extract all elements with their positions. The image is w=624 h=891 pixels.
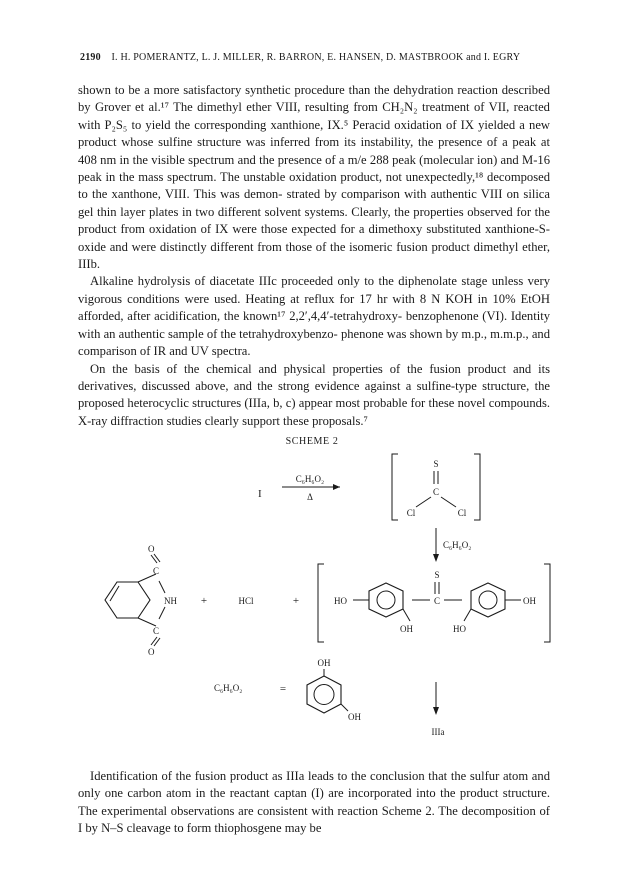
reagent-label: C₆H₆O₂ — [443, 540, 472, 550]
plus-sign: + — [200, 595, 208, 607]
carbonyl-oxygen: O — [148, 647, 155, 657]
reactant-label: I — [258, 488, 262, 500]
equals-sign: = — [279, 683, 287, 695]
reaction-scheme — [0, 450, 624, 760]
paragraph: Alkaline hydrolysis of diacetate IIIc proceeded only to the diphenolate stage unless very vigorous conditions were used. Heating at reflux for 17 hr with 8 N KOH in 10% EtOH afforded, after acidification, the known¹⁷ 2,2′,4,4′-tetrahydroxy- benzophenone (VI). Identity with an authentic sample of the tetrahydroxybenzo- phenone was shown by m.p., m.m.p., and comparison of IR and UV spectra. — [78, 274, 551, 359]
bracket-right — [474, 454, 480, 520]
heat-symbol: Δ — [307, 492, 313, 502]
single-bond — [341, 704, 348, 711]
hydroxyl-label: HO — [334, 596, 347, 606]
thione-sulfur: S — [434, 570, 440, 580]
carbonyl-oxygen: O — [148, 544, 155, 554]
product-label: IIIa — [431, 727, 445, 737]
single-bond — [441, 497, 456, 507]
arrow-head-icon — [333, 484, 340, 490]
carbonyl-carbon: C — [153, 626, 160, 636]
benzene-ring-right — [471, 583, 505, 617]
hydroxyl-label: OH — [317, 658, 331, 668]
hydroxyl-label: OH — [348, 712, 361, 722]
chlorine-label: Cl — [457, 508, 467, 518]
benzene-ring-left — [369, 583, 403, 617]
hydroxyl-label: HO — [453, 624, 466, 634]
chlorine-label: Cl — [406, 508, 416, 518]
scheme-title: SCHEME 2 — [285, 436, 339, 447]
body-text-bottom — [78, 768, 550, 838]
reagent-label: C₆H₆O₂ — [295, 474, 325, 484]
thiophosgene-sulfur: S — [433, 459, 439, 469]
hydroxyl-label: OH — [523, 596, 536, 606]
carbonyl-carbon: C — [153, 566, 160, 576]
running-head — [80, 52, 550, 63]
arrow-head-icon — [433, 554, 439, 562]
author-list: I. H. POMERANTZ, L. J. MILLER, R. BARRON, E. HANSEN, D. MASTBROOK and I. EGRY — [111, 52, 521, 63]
single-bond — [403, 609, 410, 621]
bracket-right — [544, 564, 550, 642]
single-bond — [464, 609, 471, 621]
thione-carbon: C — [433, 596, 441, 606]
arrow-head-icon — [433, 707, 439, 715]
paragraph: On the basis of the chemical and physical properties of the fusion product and its derivatives, discussed above, and the strong evidence against a sulfine-type structure, the proposed heterocyclic structures (IIIa, b, c) appear most probable for these novel compounds. X-ray diffraction studies clearly support these proposals.⁷ — [78, 361, 550, 428]
resorcinol-ring — [307, 676, 341, 713]
hydroxyl-label: OH — [400, 624, 413, 634]
thiophosgene-carbon: C — [432, 487, 440, 497]
bracket-left — [318, 564, 324, 642]
paragraph: shown to be a more satisfactory synthetic procedure than the dehydration reaction described by Grover et al.¹⁷ The dimethyl ether VIII, resulting from CH₂N₂ treatment of VII, reacted with P₂S₅ to yield the corresponding xanthione, IX.⁵ Peracid oxidation of IX yielded a new product whose sulfine structure was inferred from its instability, the presence of a peak at 408 nm in the visible spectrum and the presence of a m/e 288 peak (molecular ion) and M-16 peak in the mass spectrum. The unstable oxidation product, not unexpectedly,¹⁸ decomposed to the xanthone, VIII. This was demon- strated by comparison with authentic VIII on silica gel thin layer plates in two different solvent systems. Clearly, the properties observed for the product from oxidation of IX were those expected for a dimethoxy substituted xanthione-S-oxide and were distinctly different from those of the isomeric fusion product dimethyl ether, IIIb. — [78, 83, 551, 272]
page-number: 2190 — [80, 52, 101, 63]
imide-nitrogen: NH — [164, 596, 177, 606]
paragraph: Identification of the fusion product as IIIa leads to the conclusion that the sulfur atom and only one carbon atom in the reactant captan (I) are incorporated into the product structure. The experimental observations are consistent with reaction Scheme 2. The decomposition of I by N–S cleavage to form thiophosgene may be — [78, 769, 551, 836]
hydrogen-chloride-label: HCl — [238, 596, 254, 606]
body-text-top — [78, 82, 550, 430]
single-bond — [416, 497, 431, 507]
plus-sign: + — [292, 595, 300, 607]
formula-label: C₆H₆O₂ — [214, 683, 243, 693]
bracket-left — [392, 454, 398, 520]
